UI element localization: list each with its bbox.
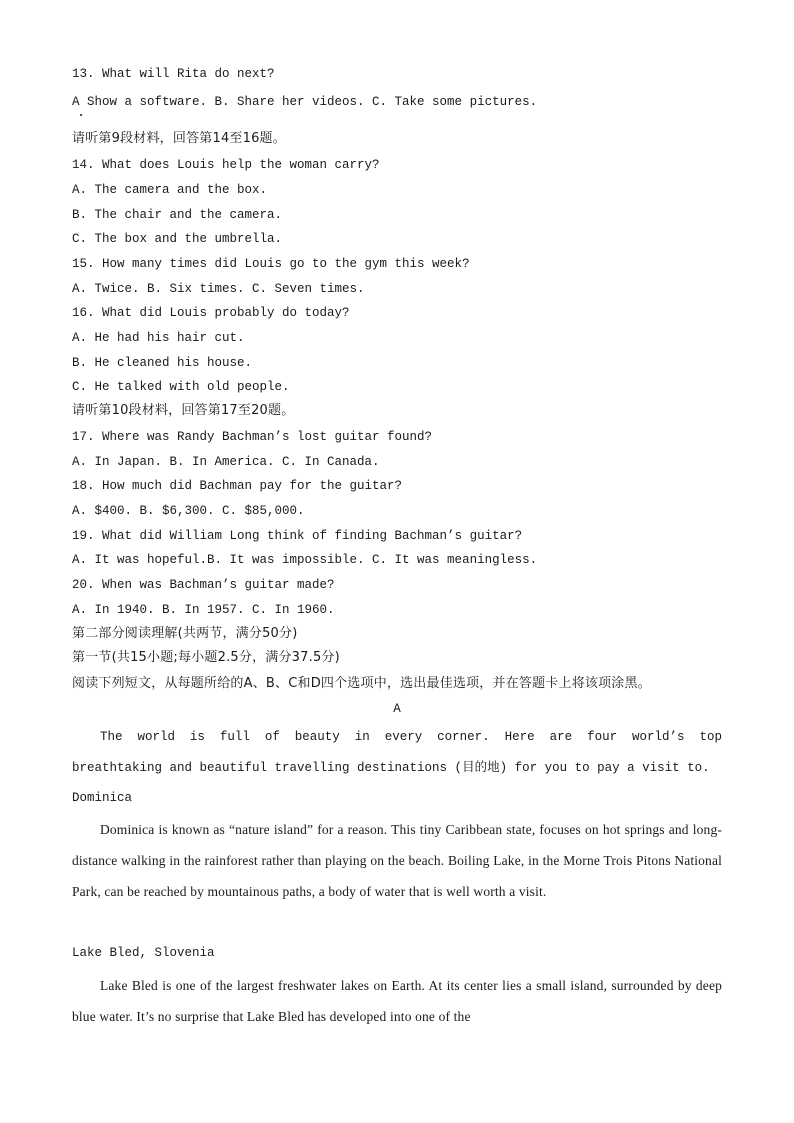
question-13-options: A Show a software. B. Share her videos. C. Take some pictures. bbox=[72, 95, 538, 109]
question-14-option-a: A. The camera and the box. bbox=[72, 183, 268, 197]
question-14-option-b: B. The chair and the camera. bbox=[72, 208, 283, 222]
question-16: 16. What did Louis probably do today? bbox=[72, 306, 350, 320]
question-16-option-c: C. He talked with old people. bbox=[72, 380, 290, 394]
paragraph-lake-bled: Lake Bled is one of the largest freshwater lakes on Earth. At its center lies a small island, surrounded by deep blue water. It’s no surprise that Lake Bled has developed into one of the bbox=[72, 978, 722, 1024]
question-18: 18. How much did Bachman pay for the guitar? bbox=[72, 479, 403, 493]
section-9-instruction: 请听第9段材料，回答第14至16题。 bbox=[72, 131, 286, 146]
passage-label: A bbox=[393, 702, 401, 716]
question-17-options: A. In Japan. B. In America. C. In Canada. bbox=[72, 455, 380, 469]
reading-part-title: 第二部分阅读理解(共两节，满分50分) bbox=[72, 626, 298, 641]
question-14-option-c: C. The box and the umbrella. bbox=[72, 232, 283, 246]
scan-speck bbox=[80, 114, 82, 116]
heading-lake-bled: Lake Bled, Slovenia bbox=[72, 946, 215, 960]
question-19: 19. What did William Long think of finding Bachman’s guitar? bbox=[72, 529, 523, 543]
question-15: 15. How many times did Louis go to the gym this week? bbox=[72, 257, 470, 271]
reading-section-title: 第一节(共15小题;每小题2.5分，满分37.5分) bbox=[72, 650, 340, 665]
passage-intro: The world is full of beauty in every corner. Here are four world’s top breathtaking and beautiful travelling destinations (目的地) for you to pay a visit to. bbox=[72, 730, 722, 775]
question-19-options: A. It was hopeful.B. It was impossible. C. It was meaningless. bbox=[72, 553, 538, 567]
reading-instruction: 阅读下列短文，从每题所给的A、B、C和D四个选项中，选出最佳选项，并在答题卡上将该项涂黑。 bbox=[72, 676, 651, 691]
question-16-option-b: B. He cleaned his house. bbox=[72, 356, 253, 370]
question-20-options: A. In 1940. B. In 1957. C. In 1960. bbox=[72, 603, 335, 617]
question-15-options: A. Twice. B. Six times. C. Seven times. bbox=[72, 282, 365, 296]
question-17: 17. Where was Randy Bachman’s lost guitar found? bbox=[72, 430, 433, 444]
heading-dominica: Dominica bbox=[72, 791, 133, 805]
question-16-option-a: A. He had his hair cut. bbox=[72, 331, 245, 345]
section-10-instruction: 请听第10段材料，回答第17至20题。 bbox=[72, 403, 295, 418]
question-13: 13. What will Rita do next? bbox=[72, 67, 275, 81]
paragraph-dominica: Dominica is known as “nature island” for a reason. This tiny Caribbean state, focuses on hot springs and long-distance walking in the rainforest rather than playing on the beach. Boiling Lake, in the Morne Trois Pitons National Park, can be reached by mountainous paths, a body of water that is well worth a visit. bbox=[72, 822, 722, 899]
question-20: 20. When was Bachman’s guitar made? bbox=[72, 578, 335, 592]
question-18-options: A. $400. B. $6,300. C. $85,000. bbox=[72, 504, 305, 518]
question-14: 14. What does Louis help the woman carry? bbox=[72, 158, 380, 172]
